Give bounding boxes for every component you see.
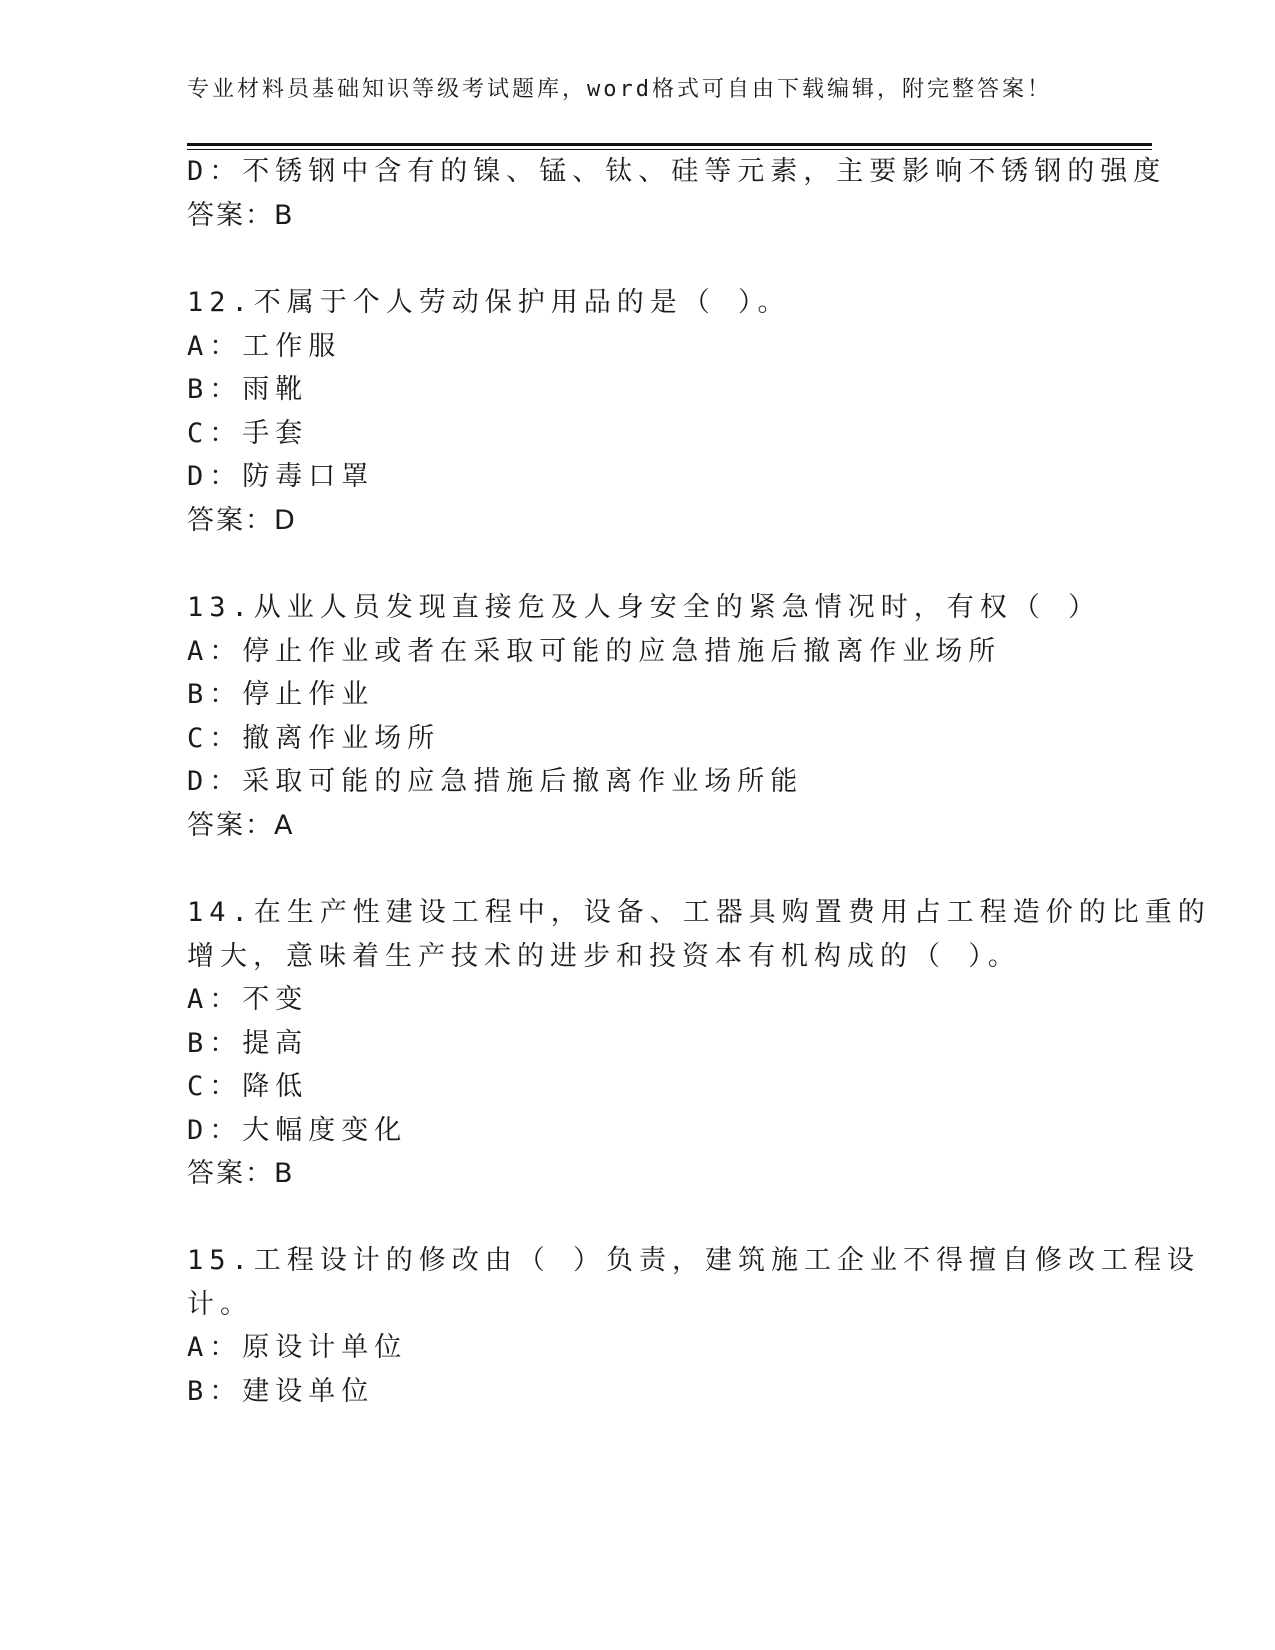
q13-option-a: A：停止作业或者在采取可能的应急措施后撤离作业场所	[187, 636, 1002, 667]
q13-option-c: C：撤离作业场所	[187, 723, 441, 754]
q14-option-c: C：降低	[187, 1071, 309, 1102]
header-rule-thick	[187, 143, 1152, 146]
q15-option-b: B：建设单位	[187, 1376, 375, 1407]
q14-option-b: B：提高	[187, 1028, 309, 1059]
q12-option-a: A：工作服	[187, 331, 342, 362]
q12-answer: 答案：D	[187, 505, 297, 536]
q12-option-c: C：手套	[187, 418, 309, 449]
q13-stem: 13.从业人员发现直接危及人身安全的紧急情况时，有权（ ）	[187, 592, 1102, 623]
header-rule-thin	[187, 149, 1152, 150]
q14-option-d: D：大幅度变化	[187, 1115, 408, 1146]
q14-stem-line1: 14.在生产性建设工程中，设备、工器具购置费用占工程造价的比重的	[187, 897, 1211, 928]
q14-option-a: A：不变	[187, 984, 309, 1015]
q15-stem-line1: 15.工程设计的修改由（ ）负责，建筑施工企业不得擅自修改工程设	[187, 1245, 1201, 1276]
q15-stem-line2: 计。	[187, 1289, 253, 1320]
page-header: 专业材料员基础知识等级考试题库，word格式可自由下载编辑，附完整答案！	[187, 77, 1052, 102]
q12-stem: 12.不属于个人劳动保护用品的是（ ）。	[187, 287, 791, 318]
q13-option-d: D：采取可能的应急措施后撤离作业场所能	[187, 766, 804, 797]
q14-answer: 答案：B	[187, 1158, 295, 1189]
prev-answer: 答案：B	[187, 200, 295, 231]
q13-option-b: B：停止作业	[187, 679, 375, 710]
q15-option-a: A：原设计单位	[187, 1332, 408, 1363]
prev-option-d: D：不锈钢中含有的镍、锰、钛、硅等元素，主要影响不锈钢的强度	[187, 156, 1167, 187]
q14-stem-line2: 增大，意味着生产技术的进步和投资本有机构成的（ ）。	[187, 941, 1021, 972]
q13-answer: 答案：A	[187, 810, 295, 841]
q12-option-b: B：雨靴	[187, 374, 309, 405]
q12-option-d: D：防毒口罩	[187, 461, 375, 492]
